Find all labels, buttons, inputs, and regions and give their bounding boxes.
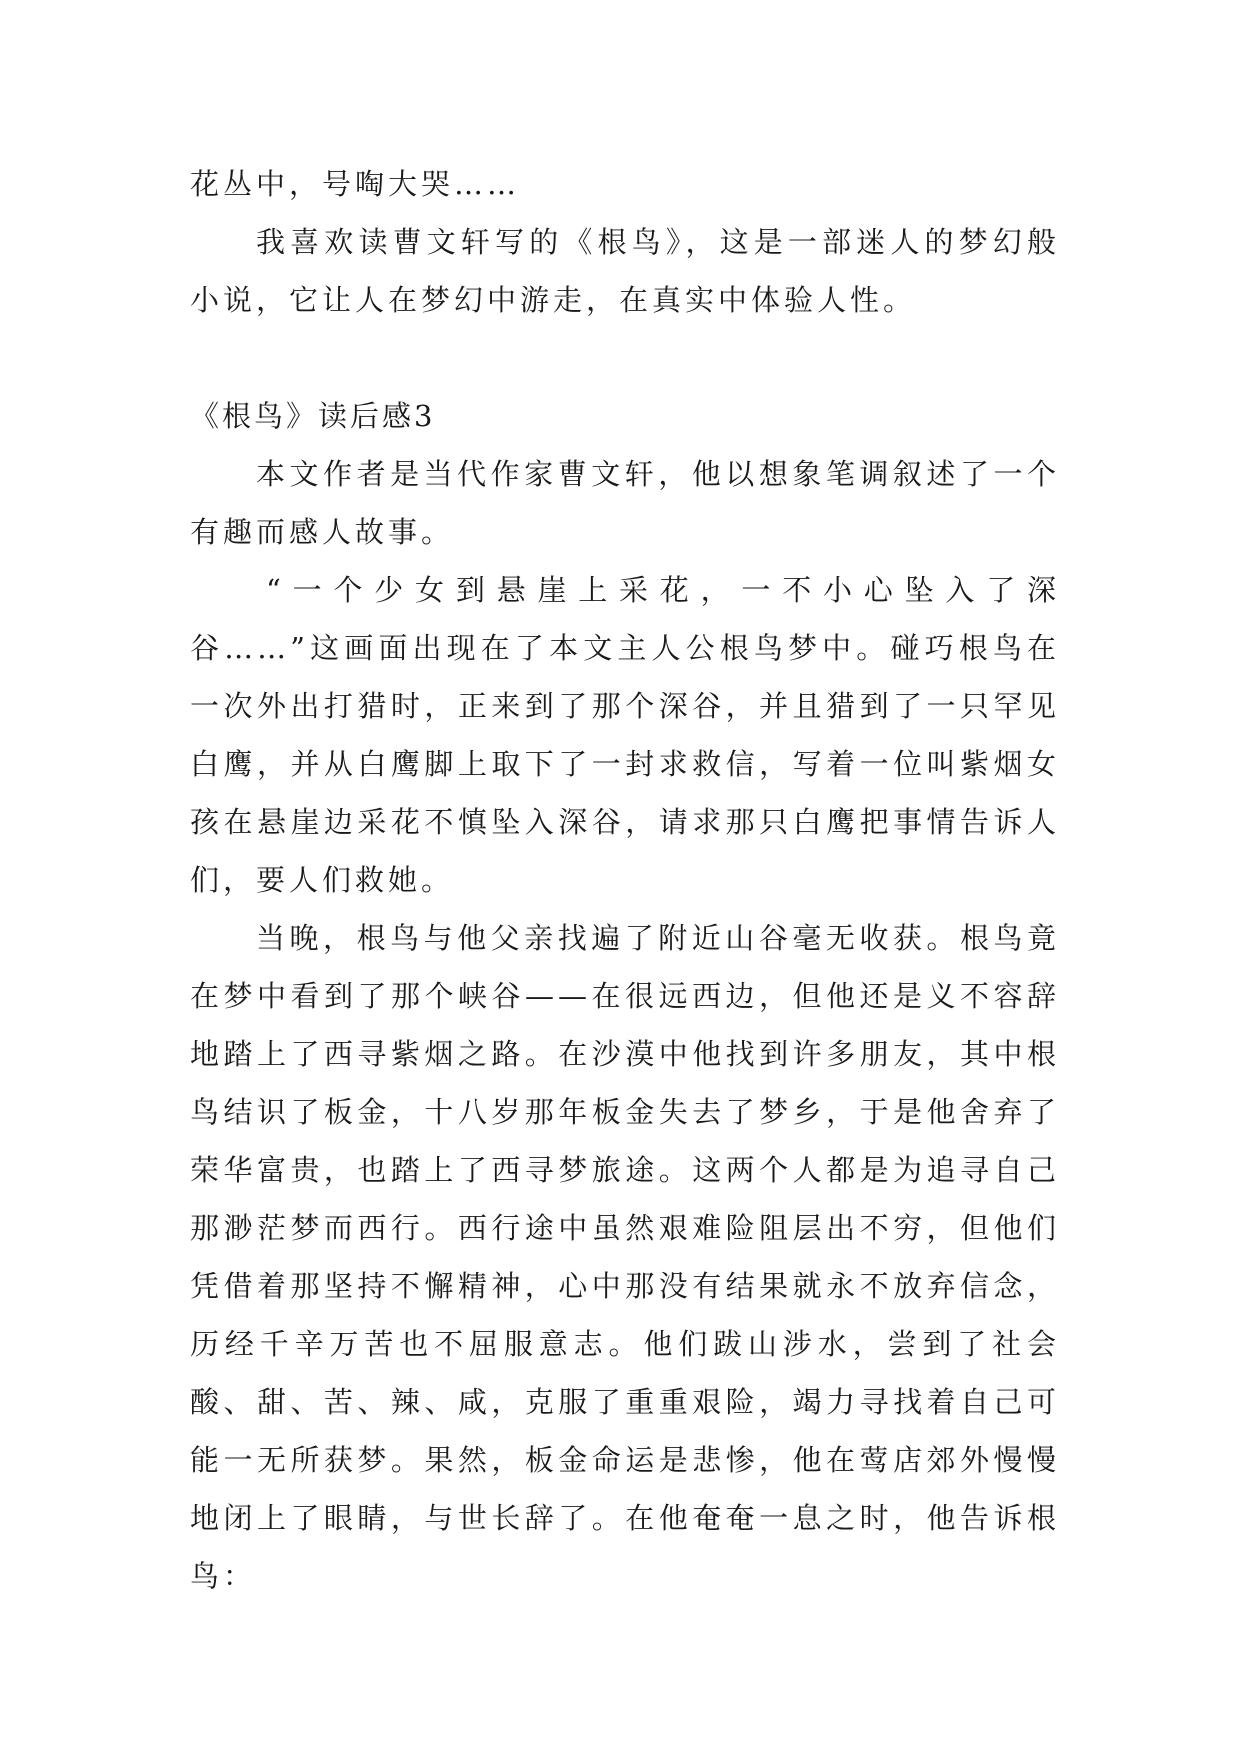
document-body bbox=[190, 155, 1060, 1605]
section-title: 《根鸟》读后感3 bbox=[190, 399, 436, 433]
paragraph-author-intro: 本文作者是当代作家曹文轩，他以想象笔调叙述了一个有趣而感人故事。 bbox=[190, 457, 1060, 549]
paragraph-journey-west: 当晚，根鸟与他父亲找遍了附近山谷毫无收获。根鸟竟在梦中看到了那个峡谷——在很远西边，但他还是义不容辞地踏上了西寻紫烟之路。在沙漠中他找到许多朋友，其中根鸟结识了板金，十八岁那年板金失去了梦乡，于是他舍弃了荣华富贵，也踏上了西寻梦旅途。这两个人都是为追寻自己那渺茫梦而西行。西行途中虽然艰难险阻层出不穷，但他们凭借着那坚持不懈精神，心中那没有结果就永不放弃信念，历经千辛万苦也不屈服意志。他们跋山涉水，尝到了社会酸、甜、苦、辣、咸，克服了重重艰险，竭力寻找着自己可能一无所获梦。果然，板金命运是悲惨，他在莺店郊外慢慢地闭上了眼睛，与世长辞了。在他奄奄一息之时，他告诉根鸟： bbox=[190, 921, 1060, 1593]
paragraph-gap bbox=[190, 329, 1060, 387]
paragraph-favorite-book: 我喜欢读曹文轩写的《根鸟》，这是一部迷人的梦幻般小说，它让人在梦幻中游走，在真实中体验人性。 bbox=[190, 225, 1060, 317]
paragraph-continuation: 花丛中，号啕大哭…… bbox=[190, 167, 521, 201]
paragraph-dream-quote: “一个少女到悬崖上采花，一不小心坠入了深谷……”这画面出现在了本文主人公根鸟梦中。碰巧根鸟在一次外出打猎时，正来到了那个深谷，并且猎到了一只罕见白鹰，并从白鹰脚上取下了一封求救信，写着一位叫紫烟女孩在悬崖边采花不慎坠入深谷，请求那只白鹰把事情告诉人们，要人们救她。 bbox=[190, 573, 1060, 897]
